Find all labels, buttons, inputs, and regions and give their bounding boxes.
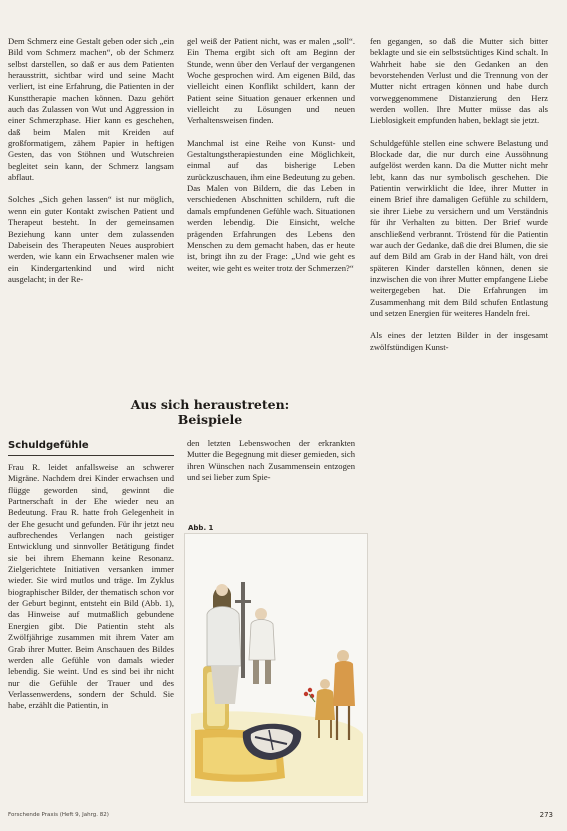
painting-illustration [185, 534, 367, 802]
paragraph: Schuldgefühle stellen eine schwere Belastung und Blockade dar, die nur durch eine Aussöhnung aufgelöst werden kann. Da die Mutter nicht mehr lebt, kann das nur symbolisch geschehen. Die Patientin verwirklicht die Idee, ihrer Mutter in einem Brief ihre damaligen Gefühle zu schildern, sie ihrer Liebe zu versichern und um Verständnis für ihr Verhalten zu bitten. Der Brief wurde anschließend verbrannt. Tröstend für die Patientin war auch der Gedanke, daß die drei Blumen, die sie auf dem Bild am Grab in der Hand hält, von drei späteren Kinder darstellen können, denen sie inzwischen die von ihrer Mutter empfangene Liebe weitergegeben hat. Die Erfahrungen im Zusammenhang mit dem Bild schufen Entlastung und setzen Energien für weiteres Handeln frei. [370, 137, 548, 318]
paragraph: Als eines der letzten Bilder in der insgesamt zwölfstündigen Kunst- [370, 330, 548, 352]
paragraph: Dem Schmerz eine Gestalt geben oder sich „ein Bild vom Schmerz machen“, ob der Schmerz selbst darstellen, so daß er aus dem Patienten herausstritt, sichtbar wird und seine Macht verliert, ist eine Erfahrung, die Patienten in der Kunsttherapie machen können. Dazu gehört auch das Zulassen von Wut und Aggression in einer Schmerzphase. Hier kann es geschehen, daß beim Malen mit Kreiden auf großformatigem, zähem Papier in heftigen Gesten, das von Stöhnen und Wutschreien begleitet sein kann, der Schmerz langsam abflaut. [8, 36, 174, 183]
paragraph: fen gegangen, so daß die Mutter sich bitter beklagte und sie ein selbstsüchtiges Kind schalt. In Wahrheit habe sie den Gedanken an den bevorstehenden Verlust und die Trennung von der Mutter nicht ertragen können und habe durch vorweggenommene Distanzierung den Herz werden wollen. Ihre Mutter müsse das als Lieblosigkeit empfunden haben, beklagt sie jetzt. [370, 36, 548, 126]
text-column-2 [187, 36, 355, 371]
section-heading [60, 397, 360, 427]
text-column-1 [8, 36, 174, 368]
paragraph: gel weiß der Patient nicht, was er malen „soll“. Ein Thema ergibt sich oft am Beginn der Stunde, wenn über den Verlauf der vergangenen Woche gesprochen wird. Am eigenen Bild, das vielleicht einen Konflikt schildert, kann der Patient seine Situation genauer erkennen und vielleicht zu Lösungen und neuen Verhaltensweisen finden. [187, 36, 355, 126]
section-heading-line-2: Beispiele [177, 412, 243, 427]
subsection-title: Schuldgefühle [8, 440, 89, 451]
figure-painting [184, 533, 368, 803]
footer-source: Forschende Praxis (Heft 9, Jahrg. 82) [8, 812, 109, 818]
paragraph: Solches „Sich gehen lassen“ ist nur möglich, wenn ein guter Kontakt zwischen Patient und Therapeut besteht. In der gemeinsamen Beziehung kann unter dem zulassenden Dabeisein des Therapeuten Neues ausprobiert werden, wie kann ein Erwachsener malen wie ein Kindergartenkind und wird nicht ausgelacht; in der Re- [8, 194, 174, 284]
subsection-rule [8, 455, 174, 456]
text-column-3 [370, 36, 548, 831]
paragraph: Manchmal ist eine Reihe von Kunst- und Gestaltungstherapiestunden eine Möglichkeit, einmal auf das bisherige Leben zurückzuschauen, ihm eine Bedeutung zu geben. Das Malen von Bildern, die das Leben in verschiedenen Abschnitten schildern, ruft die damals empfundenen Gefühle wach. Situationen werden lebendig. Die Einsicht, welche prägenden Erfahrungen des Lebens den Menschen zu dem gemacht haben, das er heute ist, bringt ihn zu der Frage: „Und wie geht es weiter, wie geht es weiter trotz der Schmerzen?“ [187, 137, 355, 273]
text-column-2-lower [187, 438, 355, 508]
text-column-1-lower [8, 462, 174, 812]
paragraph: Frau R. leidet anfallsweise an schwerer Migräne. Nachdem drei Kinder erwachsen und flügge geworden sind, gewinnt die Partnerschaft in der Ehe wieder neu an Bedeutung. Frau R. hatte froh Gelegenheit in der Ehe gesucht und gefunden. Für ihr jetzt neu aufbrechendes Verlangen nach geistiger Entwicklung und sinnvoller Betätigung findet sie bei ihrem Ehemann keine Resonanz. Zielgerichtete Initiativen versanken immer wieder. Sie wird mutlos und träge. Im Zyklus biographischer Bilder, der thematisch schon vor der Geburt beginnt, entsteht ein Bild (Abb. 1), das Hinweise auf mutmaßlich gebundene Energien gibt. Die Patientin steht als Zwölfjährige zusammen mit ihrem Vater am Grab ihrer Mutter. Beim Anschauen des Bildes werden alle Gefühle von damals wieder lebendig. Sie weint. Und es sind bei ihr nicht nur die Gefühle der Trauer und des Verlassenwerdens, sondern der Schuld. Sie habe, erzählt die Patientin, in [8, 462, 174, 711]
paragraph: den letzten Lebenswochen der erkrankten Mutter die Begegnung mit dieser gemieden, sich ihren Wünschen nach Zusammensein entzogen und sei lieber zum Spie- [187, 438, 355, 483]
page-number: 273 [539, 811, 553, 819]
section-heading-line-1: Aus sich heraustreten: [130, 397, 290, 412]
figure-label: Abb. 1 [188, 524, 214, 532]
